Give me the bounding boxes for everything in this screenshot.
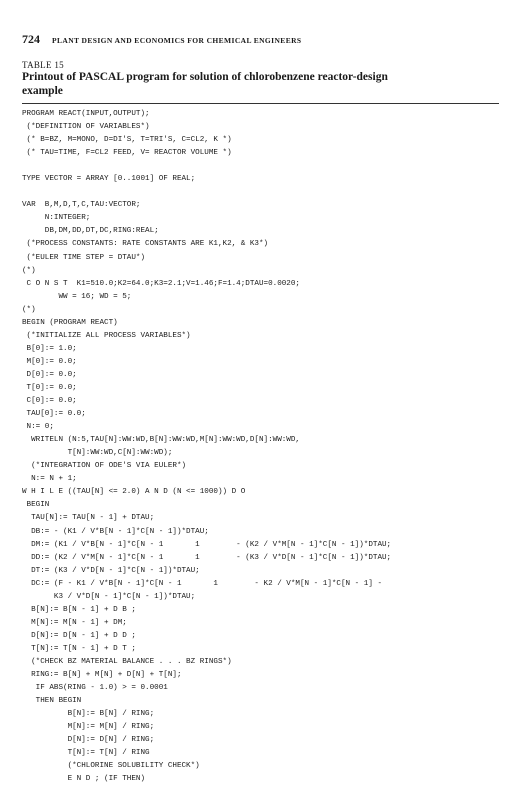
code-line: (*INITIALIZE ALL PROCESS VARIABLES*) <box>22 331 191 340</box>
code-line: (*DEFINITION OF VARIABLES*) <box>22 123 150 132</box>
code-line: (*CHLORINE SOLUBILITY CHECK*) <box>22 762 200 771</box>
code-line: T[N]:= T[N - 1] + D T ; <box>22 644 136 653</box>
code-line: B[0]:= 1.0; <box>22 344 77 353</box>
code-line: M[N]:= M[N] / RING; <box>22 723 155 732</box>
code-line: N:= N + 1; <box>22 475 77 484</box>
code-line: D[0]:= 0.0; <box>22 370 77 379</box>
code-line: E N D ; (IF THEN) <box>22 775 146 784</box>
code-line: W H I L E ((TAU[N] <= 2.0) A N D (N <= 1000)) D O <box>22 488 246 497</box>
code-line: (*) <box>22 305 36 314</box>
table-label: TABLE 15 <box>22 60 64 70</box>
code-line: IF ABS(RING - 1.0) > = 0.0001 <box>22 684 168 693</box>
code-line: N:= 0; <box>22 423 54 432</box>
code-line: C O N S T K1=510.0;K2=64.0;K3=2.1;V=1.46;F=1.4;DTAU=0.0020; <box>22 279 300 288</box>
code-line: TAU[0]:= 0.0; <box>22 410 86 419</box>
code-line: M[N]:= M[N - 1] + DM; <box>22 618 127 627</box>
code-line: (*EULER TIME STEP = DTAU*) <box>22 253 146 262</box>
code-line: B[N]:= B[N - 1] + D B ; <box>22 605 136 614</box>
code-line: (*) <box>22 266 36 275</box>
code-line: TAU[N]:= TAU[N - 1] + DTAU; <box>22 514 155 523</box>
code-line: DB,DM,DD,DT,DC,RING:REAL; <box>22 227 159 236</box>
code-line: M[0]:= 0.0; <box>22 357 77 366</box>
code-line: D[N]:= D[N - 1] + D D ; <box>22 631 136 640</box>
code-line: DB:= - (K1 / V*B[N - 1]*C[N - 1])*DTAU; <box>22 527 209 536</box>
table-caption: Printout of PASCAL program for solution of chlorobenzene reactor-design example <box>22 71 388 97</box>
code-line: WW = 16; WD = 5; <box>22 292 132 301</box>
code-line: DM:= (K1 / V*B[N - 1]*C[N - 1 1 - (K2 / V*M[N - 1]*C[N - 1])*DTAU; <box>22 540 392 549</box>
running-header <box>22 30 302 48</box>
code-line: C[0]:= 0.0; <box>22 397 77 406</box>
code-line: RING:= B[N] + M[N] + D[N] + T[N]; <box>22 671 182 680</box>
code-line: (*INTEGRATION OF ODE'S VIA EULER*) <box>22 462 187 471</box>
code-line <box>22 160 502 173</box>
header-rule <box>22 103 499 104</box>
code-line: (* TAU=TIME, F=CL2 FEED, V= REACTOR VOLUME *) <box>22 149 232 158</box>
running-title: PLANT DESIGN AND ECONOMICS FOR CHEMICAL ENGINEERS <box>52 36 302 45</box>
code-line: T[N]:= T[N] / RING <box>22 749 150 758</box>
code-line: B[N]:= B[N] / RING; <box>22 710 155 719</box>
code-line: K3 / V*D[N - 1]*C[N - 1])*DTAU; <box>22 592 196 601</box>
code-line: THEN BEGIN <box>22 697 82 706</box>
code-line <box>22 186 502 199</box>
code-line: BEGIN <box>22 501 50 510</box>
code-line: PROGRAM REACT(INPUT,OUTPUT); <box>22 110 150 118</box>
code-line: T[N]:WW:WD,C[N]:WW:WD); <box>22 449 173 458</box>
code-line: T[0]:= 0.0; <box>22 383 77 392</box>
code-line: N:INTEGER; <box>22 214 91 223</box>
code-line: TYPE VECTOR = ARRAY [0..1001] OF REAL; <box>22 175 196 184</box>
code-line: WRITELN (N:5,TAU[N]:WW:WD,B[N]:WW:WD,M[N]:WW:WD,D[N]:WW:WD, <box>22 436 300 445</box>
code-line: (*PROCESS CONSTANTS: RATE CONSTANTS ARE K1,K2, & K3*) <box>22 240 269 249</box>
pascal-listing <box>22 108 502 786</box>
code-line: VAR B,M,D,T,C,TAU:VECTOR; <box>22 201 141 210</box>
code-line: BEGIN (PROGRAM REACT) <box>22 318 118 327</box>
code-line: (*CHECK BZ MATERIAL BALANCE . . . BZ RINGS*) <box>22 657 232 666</box>
code-line: (* B=BZ, M=MONO, D=DI'S, T=TRI'S, C=CL2, K *) <box>22 136 232 145</box>
code-line: DT:= (K3 / V*D[N - 1]*C[N - 1])*DTAU; <box>22 566 200 575</box>
code-line: DD:= (K2 / V*M[N - 1]*C[N - 1 1 - (K3 / V*D[N - 1]*C[N - 1])*DTAU; <box>22 553 392 562</box>
page-number: 724 <box>22 32 40 46</box>
code-line: D[N]:= D[N] / RING; <box>22 736 155 745</box>
code-line: DC:= (F - K1 / V*B[N - 1]*C[N - 1 1 - K2 / V*M[N - 1]*C[N - 1] - <box>22 579 383 588</box>
